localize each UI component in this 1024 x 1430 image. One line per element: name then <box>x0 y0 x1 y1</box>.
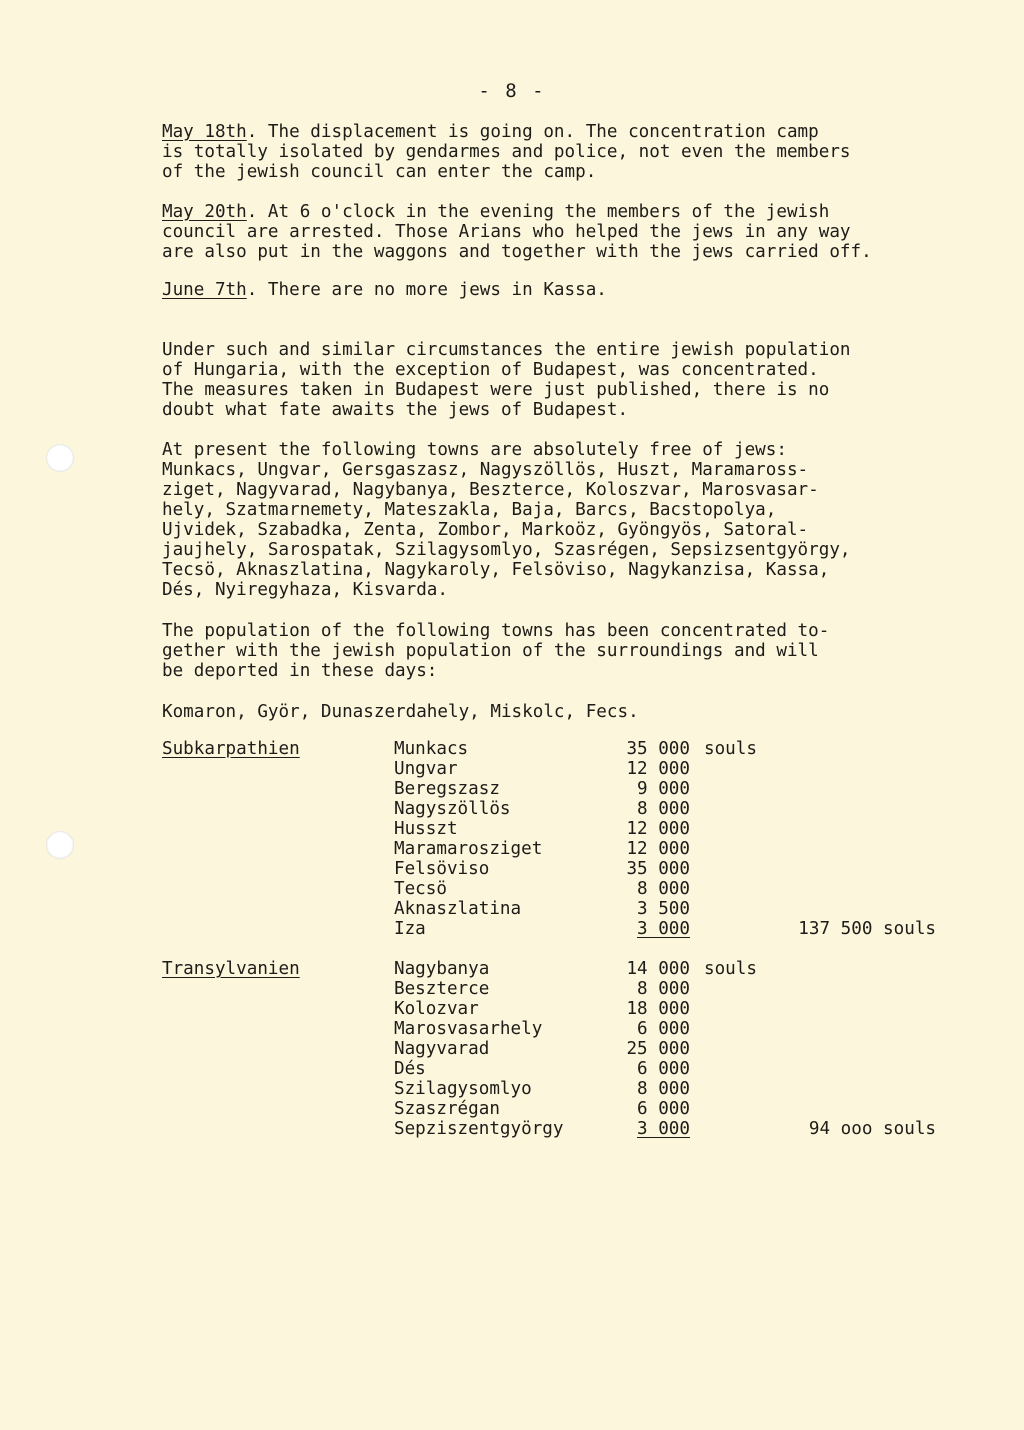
entry-line: is totally isolated by gendarmes and police, not even the members <box>162 142 851 162</box>
town-count: 8 000 <box>637 1079 690 1099</box>
entry-line: council are arrested. Those Arians who helped the jews in any way <box>162 222 851 242</box>
paragraph-line: Ujvidek, Szabadka, Zenta, Zombor, Markoöz, Gyöngyös, Satoral- <box>162 520 809 540</box>
punch-hole-bottom <box>46 831 74 859</box>
town-count: 3 000 <box>637 1119 690 1139</box>
page-number: - 8 - <box>478 80 546 102</box>
town-count: 6 000 <box>637 1019 690 1039</box>
town-count: 14 000 <box>626 959 690 979</box>
town-name: Nagyszöllös <box>394 799 511 819</box>
town-name: Nagybanya <box>394 959 490 979</box>
town-count: 35 000 <box>626 739 690 759</box>
entry-text: . There are no more jews in Kassa. <box>246 280 607 300</box>
entry-line <box>162 202 829 222</box>
entry-line <box>162 280 607 300</box>
town-count: 8 000 <box>637 799 690 819</box>
town-count: 8 000 <box>637 879 690 899</box>
region-total: 137 500 souls <box>798 919 936 939</box>
paragraph-line: jaujhely, Sarospatak, Szilagysomlyo, Szasrégen, Sepsizsentgyörgy, <box>162 540 851 560</box>
paragraph-line: Tecsö, Aknaszlatina, Nagykaroly, Felsöviso, Nagykanzisa, Kassa, <box>162 560 830 580</box>
paragraph-line: Under such and similar circumstances the entire jewish population <box>162 340 851 360</box>
town-count: 3 500 <box>637 899 690 919</box>
town-name: Beszterce <box>394 979 490 999</box>
paragraph-line: hely, Szatmarnemety, Mateszakla, Baja, Barcs, Bacstopolya, <box>162 500 777 520</box>
paragraph-line: be deported in these days: <box>162 661 438 681</box>
region-name: Transylvanien <box>162 959 300 979</box>
entry-line <box>162 122 819 142</box>
region-name: Subkarpathien <box>162 739 300 759</box>
town-count: 25 000 <box>626 1039 690 1059</box>
town-count: 3 000 <box>637 919 690 939</box>
paragraph-line: Dés, Nyiregyhaza, Kisvarda. <box>162 580 448 600</box>
region-unit: souls <box>704 959 757 979</box>
town-count: 12 000 <box>626 839 690 859</box>
town-name: Dés <box>394 1059 426 1079</box>
entry-date: May 20th <box>162 202 247 222</box>
town-name: Ungvar <box>394 759 458 779</box>
town-name: Marosvasarhely <box>394 1019 543 1039</box>
paragraph-line: doubt what fate awaits the jews of Budapest. <box>162 400 629 420</box>
town-count: 6 000 <box>637 1099 690 1119</box>
region-total: 94 ooo souls <box>808 1119 936 1139</box>
paragraph-line: of Hungaria, with the exception of Budapest, was concentrated. <box>162 360 819 380</box>
punch-hole-top <box>46 444 74 472</box>
paragraph-line: Munkacs, Ungvar, Gersgaszasz, Nagyszöllös, Huszt, Maramaross- <box>162 460 809 480</box>
paragraph-line: At present the following towns are absolutely free of jews: <box>162 440 787 460</box>
paragraph-line: ziget, Nagyvarad, Nagybanya, Beszterce, Koloszvar, Marosvasar- <box>162 480 819 500</box>
town-name: Felsöviso <box>394 859 490 879</box>
town-count: 35 000 <box>626 859 690 879</box>
entry-line: are also put in the waggons and together with the jews carried off. <box>162 242 872 262</box>
town-count: 18 000 <box>626 999 690 1019</box>
town-count: 12 000 <box>626 759 690 779</box>
entry-line: of the jewish council can enter the camp. <box>162 162 597 182</box>
town-name: Husszt <box>394 819 458 839</box>
town-name: Nagyvarad <box>394 1039 490 1059</box>
town-name: Szilagysomlyo <box>394 1079 532 1099</box>
town-name: Tecsö <box>394 879 447 899</box>
town-name: Aknaszlatina <box>394 899 522 919</box>
entry-text: . The displacement is going on. The concentration camp <box>246 122 819 142</box>
region-unit: souls <box>704 739 757 759</box>
town-name: Munkacs <box>394 739 469 759</box>
entry-date: May 18th <box>162 122 247 142</box>
paragraph-line: gether with the jewish population of the surroundings and will <box>162 641 819 661</box>
town-name: Sepziszentgyörgy <box>394 1119 564 1139</box>
town-count: 12 000 <box>626 819 690 839</box>
town-name: Szaszrégan <box>394 1099 500 1119</box>
entry-text: . At 6 o'clock in the evening the members of the jewish <box>246 202 830 222</box>
paragraph-line: The population of the following towns has been concentrated to- <box>162 621 830 641</box>
town-count: 8 000 <box>637 979 690 999</box>
towns-line: Komaron, Györ, Dunaszerdahely, Miskolc, Fecs. <box>162 702 639 722</box>
town-count: 9 000 <box>637 779 690 799</box>
town-count: 6 000 <box>637 1059 690 1079</box>
town-name: Beregszasz <box>394 779 500 799</box>
town-name: Kolozvar <box>394 999 479 1019</box>
paragraph-line: The measures taken in Budapest were just published, there is no <box>162 380 830 400</box>
entry-date: June 7th <box>162 280 247 300</box>
town-name: Iza <box>394 919 426 939</box>
town-name: Maramarosziget <box>394 839 543 859</box>
